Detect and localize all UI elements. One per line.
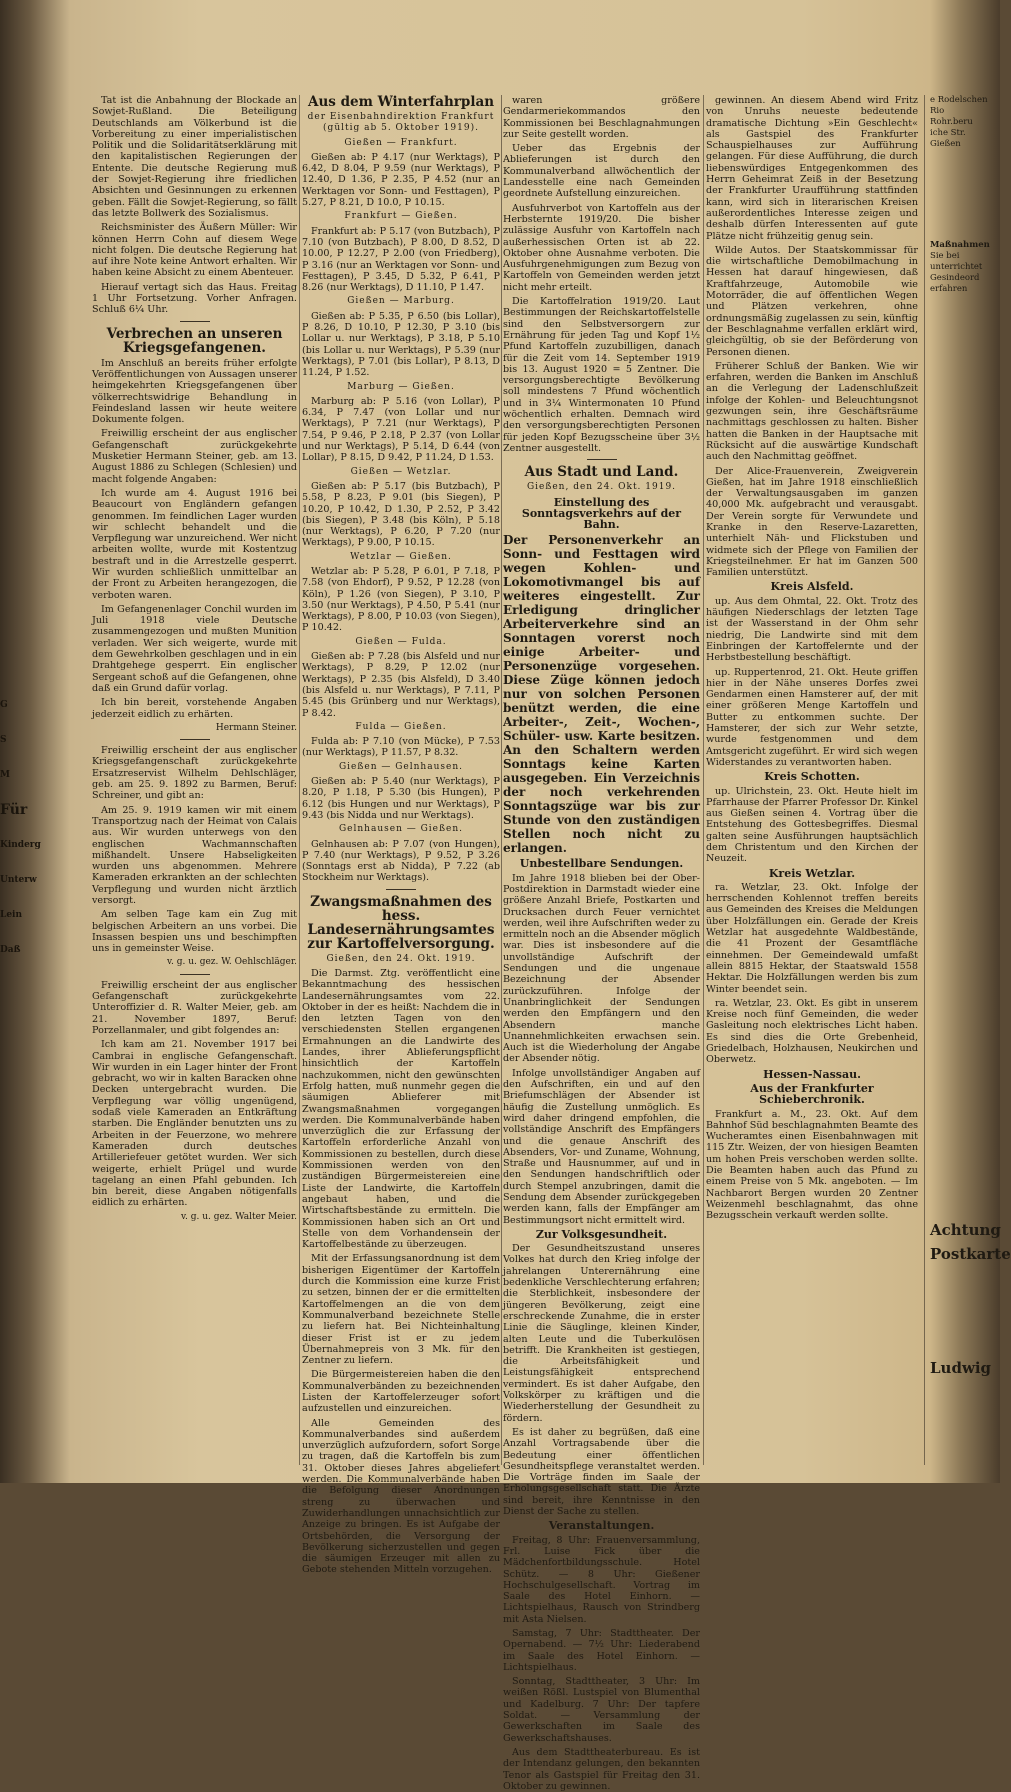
- timetable-entry: Gießen ab: P 5.40 (nur Werktags), P 8.20, P 1.18, P 5.30 (bis Hungen), P 6.12 (bis Hungen und nur Werktags), P 9.43 (bis Nidda und nur Werktags).: [302, 776, 500, 821]
- advertisement-heading: Achtung: [930, 1221, 1001, 1239]
- column-2: [302, 94, 500, 1576]
- paragraph: Ausfuhrverbot von Kartoffeln aus der Herbsternte 1919/20. Die bisher zulässige Ausfuhr von Kartoffeln nach außerhessischen Orten ist ab 22. Oktober ohne Ausnahme verboten. Die Ausfuhrgenehmigungen zum Bezug von Kartoffeln von Gemeinden werden jetzt nicht mehr erteilt.: [503, 202, 700, 293]
- paragraph: Alle Gemeinden des Kommunalverbandes sind außerdem unverzüglich aufzufordern, sofort Sorge zu tragen, daß die Kartoffeln bis zum 31. Oktober dieses Jahres abgeliefert werden. Die Kommunalverbände haben die Befolgung dieser Anordnungen streng zu überwachen und Zuwiderhandlungen unnachsichtlich zur Anzeige zu bringen. Es ist Aufgabe der Ortsbehörden, die Versorgung der Bevölkerung sicherzustellen und gegen die säumigen Erzeuger mit allen zu Gebote stehenden Mitteln vorzugehen.: [302, 1417, 500, 1576]
- paragraph: Mit der Erfassungsanordnung ist dem bisherigen Eigentümer der Kartoffeln durch die Kommission eine kurze Frist zu setzen, binnen der er die ermittelten Kartoffelmengen an die von dem Kommunalverband bezeichnete Stelle zu liefern hat. Bei Nichteinhaltung dieser Frist ist er zu jedem Übernahmepreis von 3 Mk. für den Zentner zu liefern.: [302, 1253, 500, 1367]
- timetable-entry: Gießen ab: P 5.17 (bis Butzbach), P 5.58, P 8.23, P 9.01 (bis Siegen), P 10.20, P 10.42, D 1.30, P 2.52, P 3.42 (bis Siegen), P 3.48 (bis Köln), P 5.18 (nur Werktags), P 6.20, P 7.20 (nur Werktags), P 9.00, P 10.15.: [302, 480, 500, 549]
- edge-text: Gesindeord: [930, 273, 980, 283]
- advertisement-heading: Postkarte: [930, 1245, 1011, 1263]
- edge-text: iche Str.: [930, 128, 966, 138]
- paragraph: Am 25. 9. 1919 kamen wir mit einem Transportzug nach der Heimat von Calais aus. Wir wurden unterwegs von den englischen Wachmannschaften mißhandelt. Unsere Habseligkeiten wurden uns abgenommen. Mehrere Kameraden erkrankten an der schlechten Verpflegung und wurden nicht ärztlich versorgt.: [92, 804, 297, 906]
- paragraph: up. Ulrichstein, 23. Okt. Heute hielt im Pfarrhause der Pfarrer Professor Dr. Kinkel aus Gießen seinen 4. Vortrag über die Entstehung des Gottesbegriffes. Diesmal galten seine Ausführungen hauptsächlich dem Christentum und den Kirchen der Neuzeit.: [706, 785, 918, 865]
- timetable-entry: Gießen ab: P 5.35, P 6.50 (bis Lollar), P 8.26, D 10.10, P 12.30, P 3.10 (bis Lollar u. nur Werktags), P 3.18, P 5.10 (bis Lollar u. nur Werktags), P 5.39 (nur Werktags), P 7.01 (bis Lollar), P 8.13, D 11.24, P 1.52.: [302, 310, 500, 379]
- column-rule: [299, 95, 300, 1465]
- paragraph: Früherer Schluß der Banken. Wie wir erfahren, werden die Banken im Anschluß an die Verlegung der Ladenschlußzeit infolge der Kohlen- und Beleuchtungsnot gezwungen sein, ihre Geschäftsräume nachmittags geschlossen zu halten. Bisher hatten die Banken in der Hauptsache mit Rücksicht auf die auswärtige Kundschaft auch den Nachmittag geöffnet.: [706, 360, 918, 463]
- edge-text: Daß: [0, 945, 21, 955]
- paragraph: Samstag, 7 Uhr: Stadttheater. Der Opernabend. — 7½ Uhr: Liederabend im Saale des Hotel Einhorn. — Lichtspielhaus.: [503, 1627, 700, 1673]
- region-heading: Kreis Alsfeld.: [770, 580, 854, 594]
- article-headline: Aus dem Winterfahrplan: [307, 94, 495, 110]
- article-subheadline: der Eisenbahndirektion Frankfurt (gültig ab 5. Oktober 1919).: [307, 112, 495, 134]
- paragraph: Im Anschluß an bereits früher erfolgte Veröffentlichungen von Aussagen unserer heimgekehrten Kriegsgefangenen über völkerrechtswidrige Behandlung in Feindesland lassen wir heute weitere Dokumente folgen.: [92, 357, 297, 426]
- paragraph: Ueber das Ergebnis der Ablieferungen ist durch den Kommunalverband allwöchentlich der Landesstelle eine nach Gemeinden geordnete Aufstellung einzureichen.: [503, 143, 700, 200]
- route-heading: Frankfurt — Gießen.: [344, 211, 458, 222]
- route-heading: Gelnhausen — Gießen.: [338, 824, 463, 835]
- paragraph: Reichsminister des Äußern Müller: Wir können Herrn Cohn auf diesem Wege nicht folgen. Die deutsche Regierung hat auf ihre Note keine Antwort erhalten. Wir haben keine Absicht zu einem Abenteuer.: [92, 222, 297, 279]
- article-headline: Verbrechen an unseren Kriegsgefangenen.: [106, 325, 283, 356]
- dateline: Gießen, den 24. Okt. 1919.: [326, 953, 476, 964]
- column-1: [92, 95, 297, 1457]
- edge-text: Lein: [0, 910, 23, 920]
- timetable-entry: Marburg ab: P 5.16 (von Lollar), P 6.34, P 7.47 (von Lollar und nur Werktags), P 7.21 (nur Werktags), P 7.54, P 9.46, P 2.18, P 2.37 (von Lollar und nur Werktags), P 5.14, D 6.44 (von Lollar), P 8.15, D 9.42, P 11.24, D 1.53.: [302, 395, 500, 464]
- paragraph: Frankfurt a. M., 23. Okt. Auf dem Bahnhof Süd beschlagnahmten Beamte des Wucheramtes einen Eisenbahnwagen mit 115 Ztr. Weizen, der von hiesigen Beamten um hohen Preis verschoben werden sollte. Die Beamten haben auch das Pfund zu einem Preise von 5 Mk. angeboten. — Im Nachbarort Bergen wurden 20 Zentner Weizenmehl beschlagnahmt, das ohne Bezugsschein verkauft werden sollte.: [706, 1108, 918, 1222]
- edge-text: Für: [0, 802, 28, 818]
- region-heading: Hessen-Nassau.: [763, 1067, 861, 1081]
- paragraph: Ich kam am 21. November 1917 bei Cambrai in englische Gefangenschaft. Wir wurden in ein Lager hinter der Front gebracht, wo wir in kalten Baracken ohne Decken untergebracht wurden. Die Verpflegung war völlig ungenügend, sodaß viele Kameraden an Entkräftung starben. Die Engländer benutzten uns zu Arbeiten in der Feuerzone, wo mehrere Kameraden durch deutsches Artilleriefeuer getötet wurden. Wer sich weigerte, erhielt Prügel und wurde tagelang an einen Pfahl gebunden. Ich bin bereit, diese Angaben nötigenfalls eidlich zu erhärten.: [92, 1039, 297, 1209]
- timetable-entry: Fulda ab: P 7.10 (von Mücke), P 7.53 (nur Werktags), P 11.57, P 8.32.: [302, 736, 500, 759]
- lead-paragraph: Der Personenverkehr an Sonn- und Festtagen wird wegen Kohlen- und Lokomotivmangel bis auf weiteres eingestellt. Zur Erledigung dringlicher Arbeiterverkehre sind an Sonntagen vorerst noch einige Arbeiter- und Personenzüge vorgesehen. Diese Züge können jedoch nur von solchen Personen benützt werden, die eine Arbeiter-, Zeit-, Wochen-, Schüler- usw. Karte besitzen. An den Schaltern werden Sonntags keine Karten ausgegeben. Ein Verzeichnis der noch verkehrenden Sonntagszüge war bis zur Stunde von den zuständigen Stellen noch nicht zu erlangen.: [503, 533, 700, 856]
- paragraph: Infolge unvollständiger Angaben auf den Aufschriften, ein und auf den Briefumschlägen der Absender ist häufig die Zustellung unmöglich. Es wird daher dringend empfohlen, die vollständige Anschrift des Empfängers und die genaue Anschrift des Absenders, Vor- und Zuname, Wohnung, Straße und Hausnummer, auf und in den Sendungen handschriftlich oder durch Stempel anzubringen, damit die Sendung dem Absender zurückgegeben werden kann, falls der Empfänger am Bestimmungsort nicht ermittelt wird.: [503, 1067, 700, 1226]
- edge-text: Gießen: [930, 139, 961, 149]
- route-heading: Wetzlar — Gießen.: [350, 551, 452, 562]
- edge-text: erfahren: [930, 284, 968, 294]
- paragraph: Die Bürgermeistereien haben die den Kommunalverbänden zu bezeichnenden Listen der Kartoffelerzeuger sofort aufzustellen und einzureichen.: [302, 1369, 500, 1415]
- edge-text: Kinderg: [0, 840, 41, 850]
- paragraph: Aus dem Stadttheaterbureau. Es ist der Intendanz gelungen, den bekannten Tenor als Gastspiel für Freitag den 31. Oktober zu gewinnen.: [503, 1746, 700, 1792]
- region-heading: Kreis Wetzlar.: [768, 866, 856, 880]
- timetable-entry: Gießen ab: P 4.17 (nur Werktags), P 6.42, D 8.04, P 9.59 (nur Werktags), P 12.40, D 1.36, P 2.35, P 4.52 (nur an Werktagen vor Sonn- und Festtagen), P 5.27, P 8.21, D 10.0, P 10.15.: [302, 151, 500, 209]
- edge-text: Sie bei: [930, 251, 960, 261]
- route-heading: Gießen — Fulda.: [355, 636, 447, 647]
- paragraph: Am selben Tage kam ein Zug mit belgischen Arbeitern an uns vorbei. Die Insassen bespien uns und beschimpften uns in gemeinster Weise.: [92, 909, 297, 955]
- timetable-entry: Gelnhausen ab: P 7.07 (von Hungen), P 7.40 (nur Werktags), P 9.52, P 3.26 (Sonntags erst ab Nidda), P 7.22 (ab Stockheim nur Werktags).: [302, 838, 500, 884]
- route-heading: Marburg — Gießen.: [347, 381, 455, 392]
- paragraph: up. Aus dem Ohmtal, 22. Okt. Trotz des häufigen Niederschlags der letzten Tage ist der Wasserstand in der Ohm sehr niedrig, Die Landwirte sind mit dem Einbringen der Kartoffelernte und der Herbstbestellung beschäftigt.: [706, 595, 918, 664]
- article-headline: Veranstaltungen.: [548, 1519, 655, 1533]
- route-heading: Gießen — Frankfurt.: [344, 137, 458, 148]
- paragraph: Freiwillig erscheint der aus englischer Kriegsgefangenschaft zurückgekehrte Ersatzreservist Wilhelm Dehlschläger, geb. am 25. 9. 1892 zu Barmen, Beruf: Schreiner, und gibt an:: [92, 745, 297, 802]
- edge-text: Rio: [930, 106, 945, 116]
- paragraph: Im Jahre 1918 blieben bei der Ober-Postdirektion in Darmstadt wieder eine größere Anzahl Briefe, Postkarten und Drucksachen durch Feuer vernichtet werden, weil ihre Aufschriften weder zu ermitteln noch an die Absender möglich war. Dies ist insbesondere auf die unvollständige Aufschrift der Sendungen und die ungenaue Bezeichnung der Absender zurückzuführen. Infolge der Unanbringlichkeit der Sendungen werden den Empfängern und den Absendern manche Unannehmlichkeiten erwachsen sein. Auch ist die Wiederholung der Angabe der Absender nötig.: [503, 872, 700, 1065]
- paragraph: Freiwillig erscheint der aus englischer Gefangenschaft zurückgekehrte Unteroffizier d. R. Walter Meier, geb. am 21. November 1897, Beruf: Porzellanmaler, und gibt folgendes an:: [92, 979, 297, 1036]
- paragraph: Ich wurde am 4. August 1916 bei Beaucourt von Engländern gefangen genommen. Im feindlichen Lager wurden wir schlecht behandelt und die Verpflegung war unzureichend. Wer nicht arbeiten wollte, wurde mit Kostentzug bestraft und in die Arrestzelle gesperrt. Wir wurden schließlich unmittelbar an der Front zu Arbeiten herangezogen, die verboten waren.: [92, 487, 297, 601]
- edge-text: e Rodelschen: [930, 95, 988, 105]
- paragraph: Der Gesundheitszustand unseres Volkes hat durch den Krieg infolge der jahrelangen Unterernährung eine bedenkliche Verschlechterung erfahren; die Sterblichkeit, insbesondere der jüngeren Bevölkerung, zeigt eine erschreckende Zunahme, die in erster Linie die Säuglinge, kleinen Kinder, alten Leute und die Tuberkulösen betrifft. Die Krankheiten ist gestiegen, die Arbeitsfähigkeit und Leistungsfähigkeit entsprechend vermindert. Es ist daher Aufgabe, den Volkskörper zu kräftigen und die Wiederherstellung der Gesundheit zu fördern.: [503, 1243, 700, 1424]
- divider: [587, 459, 617, 460]
- advertisement-heading: Ludwig: [930, 1359, 992, 1377]
- timetable-entry: Gießen ab: P 7.28 (bis Alsfeld und nur Werktags), P 8.29, P 12.02 (nur Werktags), P 2.35 (bis Alsfeld), D 3.40 (bis Alsfeld u. nur Werktags), P 7.11, P 5.45 (bis Grünberg und nur Werktags), P 8.42.: [302, 651, 500, 719]
- region-heading: Kreis Schotten.: [764, 770, 860, 784]
- paragraph: Hierauf vertagt sich das Haus. Freitag 1 Uhr Fortsetzung. Vorher Anfragen. Schluß 6¼ Uhr.: [92, 281, 297, 316]
- route-heading: Gießen — Wetzlar.: [350, 466, 452, 477]
- paragraph: Freiwillig erscheint der aus englischer Gefangenschaft zurückgekehrte Musketier Hermann Steiner, geb. am 13. August 1886 zu Schlegen (Schlesien) und macht folgende Angaben:: [92, 428, 297, 485]
- adjacent-page-edge-left: [0, 700, 41, 1320]
- route-heading: Gießen — Marburg.: [347, 296, 455, 307]
- route-heading: Gießen — Gelnhausen.: [338, 761, 463, 772]
- timetable-entry: Wetzlar ab: P 5.28, P 6.01, P 7.18, P 7.58 (von Ehdorf), P 9.52, P 12.28 (von Köln), P 1.26 (von Siegen), P 3.10, P 3.50 (nur Werktags), P 4.50, P 5.41 (nur Werktags), P 8.00, P 10.03 (von Siegen), P 10.42.: [302, 565, 500, 634]
- paragraph: Die Darmst. Ztg. veröffentlicht eine Bekanntmachung des hessischen Landesernährungsamtes vom 22. Oktober in der es heißt: Nachdem die in den letzten Tagen von den verschiedensten Stellen ergangenen Ermahnungen an die Landwirte des Landes, ihrer Ablieferungspflicht hinsichtlich der Kartoffeln nachzukommen, nicht den gewünschten Erfolg hatten, muß nunmehr gegen die säumigen Ablieferer mit Zwangsmaßnahmen vorgegangen werden. Die Kommunalverbände haben unverzüglich die zur Erfassung der Kartoffeln erforderliche Anzahl von Kommissionen zu bestellen, durch diese Kommissionen werden von den zuständigen Bürgermeistereien eine Liste der Landwirte, die Kartoffeln angebaut haben, und die Wirtschaftsbestände zu ermitteln. Die Kommissionen haben sich an Ort und Stelle von dem Vorhandensein der Kartoffelbestände zu überzeugen.: [302, 968, 500, 1251]
- edge-text: Unterw: [0, 875, 37, 885]
- edge-text: G: [0, 700, 8, 710]
- paragraph: up. Ruppertenrod, 21. Okt. Heute griffen hier in der Nähe unseres Dorfes zwei Gendarmen einen Hamsterer auf, der mit einer größeren Menge Kartoffeln und Butter zu entkommen suchte. Der Hamsterer, der sich zur Wehr setzte, wurde festgenommen und dem Amtsgericht zugeführt. Er wird sich wegen Widerstandes zu verantworten haben.: [706, 666, 918, 768]
- signature: v. g. u. gez. W. Oehlschläger.: [166, 957, 297, 968]
- section-headline: Aus Stadt und Land.: [524, 464, 679, 481]
- article-headline: Zwangsmaßnahmen des hess. Landesernährungsamtes zur Kartoffelversorgung.: [307, 893, 495, 952]
- paragraph: Die Kartoffelration 1919/20. Laut Bestimmungen der Reichskartoffelstelle sind den Selbstversorgern zur Ernährung für jeden Tag und Kopf 1½ Pfund Kartoffeln zuzubilligen, danach für die Zeit vom 14. September 1919 bis 13. August 1920 = 5 Zentner. Die versorgungsberechtigte Bevölkerung soll mindestens 7 Pfund wöchentlich und in 3¼ Wintermonaten 10 Pfund wöchentlich erhalten. Demnach wird den versorgungsberechtigten Personen für jeden Kopf Bezugsscheine über 3½ Zentner ausgestellt.: [503, 296, 700, 454]
- article-headline: Einstellung des Sonntagsverkehrs auf der Bahn.: [521, 495, 682, 532]
- edge-text: Maßnahmen: [930, 240, 990, 250]
- divider: [180, 321, 210, 322]
- divider: [180, 739, 210, 740]
- dateline: Gießen, den 24. Okt. 1919.: [526, 482, 677, 493]
- paragraph: Tat ist die Anbahnung der Blockade an Sowjet-Rußland. Die Beteiligung Deutschlands am Völkerbund ist die Vorbereitung zu einer imperialistischen Politik und die Solidaritätserklärung mit den kapitalistischen Regierungen der Entente. Die deutsche Regierung muß der Sowjet-Regierung ihre friedlichen Absichten und Gesinnungen zu erkennen geben. Fällt die Sowjet-Regierung, so fällt das letzte Bollwerk des Sozialismus.: [92, 95, 297, 219]
- edge-text: unterrichtet: [930, 262, 983, 272]
- paragraph: Der Alice-Frauenverein, Zweigverein Gießen, hat im Jahre 1918 einschließlich der Verwaltungsausgaben im ganzen 40,000 Mk. aufgebracht und verausgabt. Der Verein sorgte für Verwundete und Kranke in den Reserve-Lazaretten, unterhielt Näh- und Flickstuben und widmete sich der Pflege von Familien der Kriegsteilnehmer. Er hat im Ganzen 500 Familien unterstützt.: [706, 465, 918, 579]
- adjacent-page-edge-right: [930, 95, 1011, 1475]
- column-4: [706, 95, 918, 1457]
- paragraph: Freitag, 8 Uhr: Frauenversammlung, Frl. Luise Fick über die Mädchenfortbildungsschule. Hotel Schütz. — 8 Uhr: Gießener Hochschulgesellschaft. Vortrag im Saale des Hotel Einhorn. — Lichtspielhaus, Rausch von Strindberg mit Asta Nielsen.: [503, 1534, 700, 1625]
- divider: [180, 974, 210, 975]
- page-fold-rule: [924, 95, 925, 1465]
- signature: v. g. u. gez. Walter Meier.: [180, 1211, 297, 1222]
- article-headline: Zur Volksgesundheit.: [535, 1227, 668, 1241]
- paragraph: Ich bin bereit, vorstehende Angaben jederzeit eidlich zu erhärten.: [92, 697, 297, 720]
- divider: [386, 889, 416, 890]
- signature: Hermann Steiner.: [215, 722, 297, 733]
- route-heading: Fulda — Gießen.: [355, 721, 447, 732]
- paragraph: waren größere Gendarmeriekommandos den Kommissionen bei Beschlagnahmungen zur Seite gestellt worden.: [503, 95, 700, 140]
- paragraph: Es ist daher zu begrüßen, daß eine Anzahl Vortragsabende über die Bedeutung einer öffentlichen Gesundheitspflege veranstaltet werden. Die Vorträge finden im Saale der Erholungsgesellschaft statt. Die Ärzte sind bereit, ihre Kenntnisse in den Dienst der Sache zu stellen.: [503, 1426, 700, 1518]
- column-3: [503, 95, 700, 1792]
- timetable-entry: Frankfurt ab: P 5.17 (von Butzbach), P 7.10 (von Butzbach), P 8.00, D 8.52, D 10.00, P 12.27, P 2.00 (von Friedberg), P 3.16 (nur an Werktagen vor Sonn- und Festtagen), P 3.45, D 5.32, P 6.41, P 8.26 (nur Werktags), D 11.10, P 1.47.: [302, 225, 500, 294]
- column-rule: [501, 95, 502, 1465]
- paragraph: ra. Wetzlar, 23. Okt. Infolge der herrschenden Kohlennot treffen bereits aus Gemeinden des Kreises die Meldungen über Holzfällungen ein. Gerade der Kreis Wetzlar hat ausgedehnte Waldbestände, die 41 Prozent der Gesamtfläche einnehmen. Der Gemeindewald umfaßt allein 8815 Hektar, der Staatswald 1558 Hektar. Die Holzfällungen werden bis zum Winter beendet sein.: [706, 881, 918, 995]
- paragraph: Wilde Autos. Der Staatskommissar für die wirtschaftliche Demobilmachung in Hessen hat darauf hingewiesen, daß Kraftfahrzeuge, Automobile wie Motorräder, die auf öffentlichen Wegen und Plätzen verkehren, ohne ordnungsmäßig zugelassen zu sein, künftig der Beschlagnahme verfallen erklärt wird, gleichgültig, ob sie der Beförderung von Personen dienen.: [706, 244, 918, 358]
- article-headline: Aus der Frankfurter Schieberchronik.: [750, 1081, 874, 1107]
- article-headline: Unbestellbare Sendungen.: [519, 857, 684, 871]
- edge-text: M: [0, 770, 10, 780]
- column-rule: [703, 95, 704, 1465]
- paragraph: gewinnen. An diesem Abend wird Fritz von Unruhs neueste bedeutende dramatische Dichtung »Ein Geschlecht« als Gastspiel des Frankfurter Schauspielhauses zur Aufführung gelangen. Für diese Aufführung, die durch liebenswürdiges Entgegenkommen des Herrn Geheimrat Zeiß in der Besetzung der Frankfurter Uraufführung stattfinden kann, wird sich in literarischen Kreisen außerordentliches Interesse zeigen und deshalb dürfen Interessenten auf gute Plätze nicht frühzeitig genug sein.: [706, 95, 918, 242]
- paragraph: Im Gefangenenlager Conchil wurden im Juli 1918 viele Deutsche zusammengezogen und mußten Munition verladen. Wer sich weigerte, wurde mit dem Gewehrkolben geschlagen und in ein Drahtgehege gesperrt. Ein englischer Sergeant schoß auf die Gefangenen, ohne daß ein Grund dafür vorlag.: [92, 603, 297, 694]
- paragraph: ra. Wetzlar, 23. Okt. Es gibt in unserem Kreise noch fünf Gemeinden, die weder Gasleitung noch elektrisches Licht haben. Es sind dies die Orte Grebenheid, Griedelbach, Holzhausen, Neukirchen und Oberwetz.: [706, 997, 918, 1066]
- paragraph: Sonntag, Stadttheater, 3 Uhr: Im weißen Rößl. Lustspiel von Blumenthal und Kadelburg. 7 Uhr: Der tapfere Soldat. — Versammlung der Gewerkschaften im Saale des Gewerkschaftshauses.: [503, 1676, 700, 1744]
- edge-text: S: [0, 735, 7, 745]
- edge-text: Rohr.beru: [930, 117, 973, 127]
